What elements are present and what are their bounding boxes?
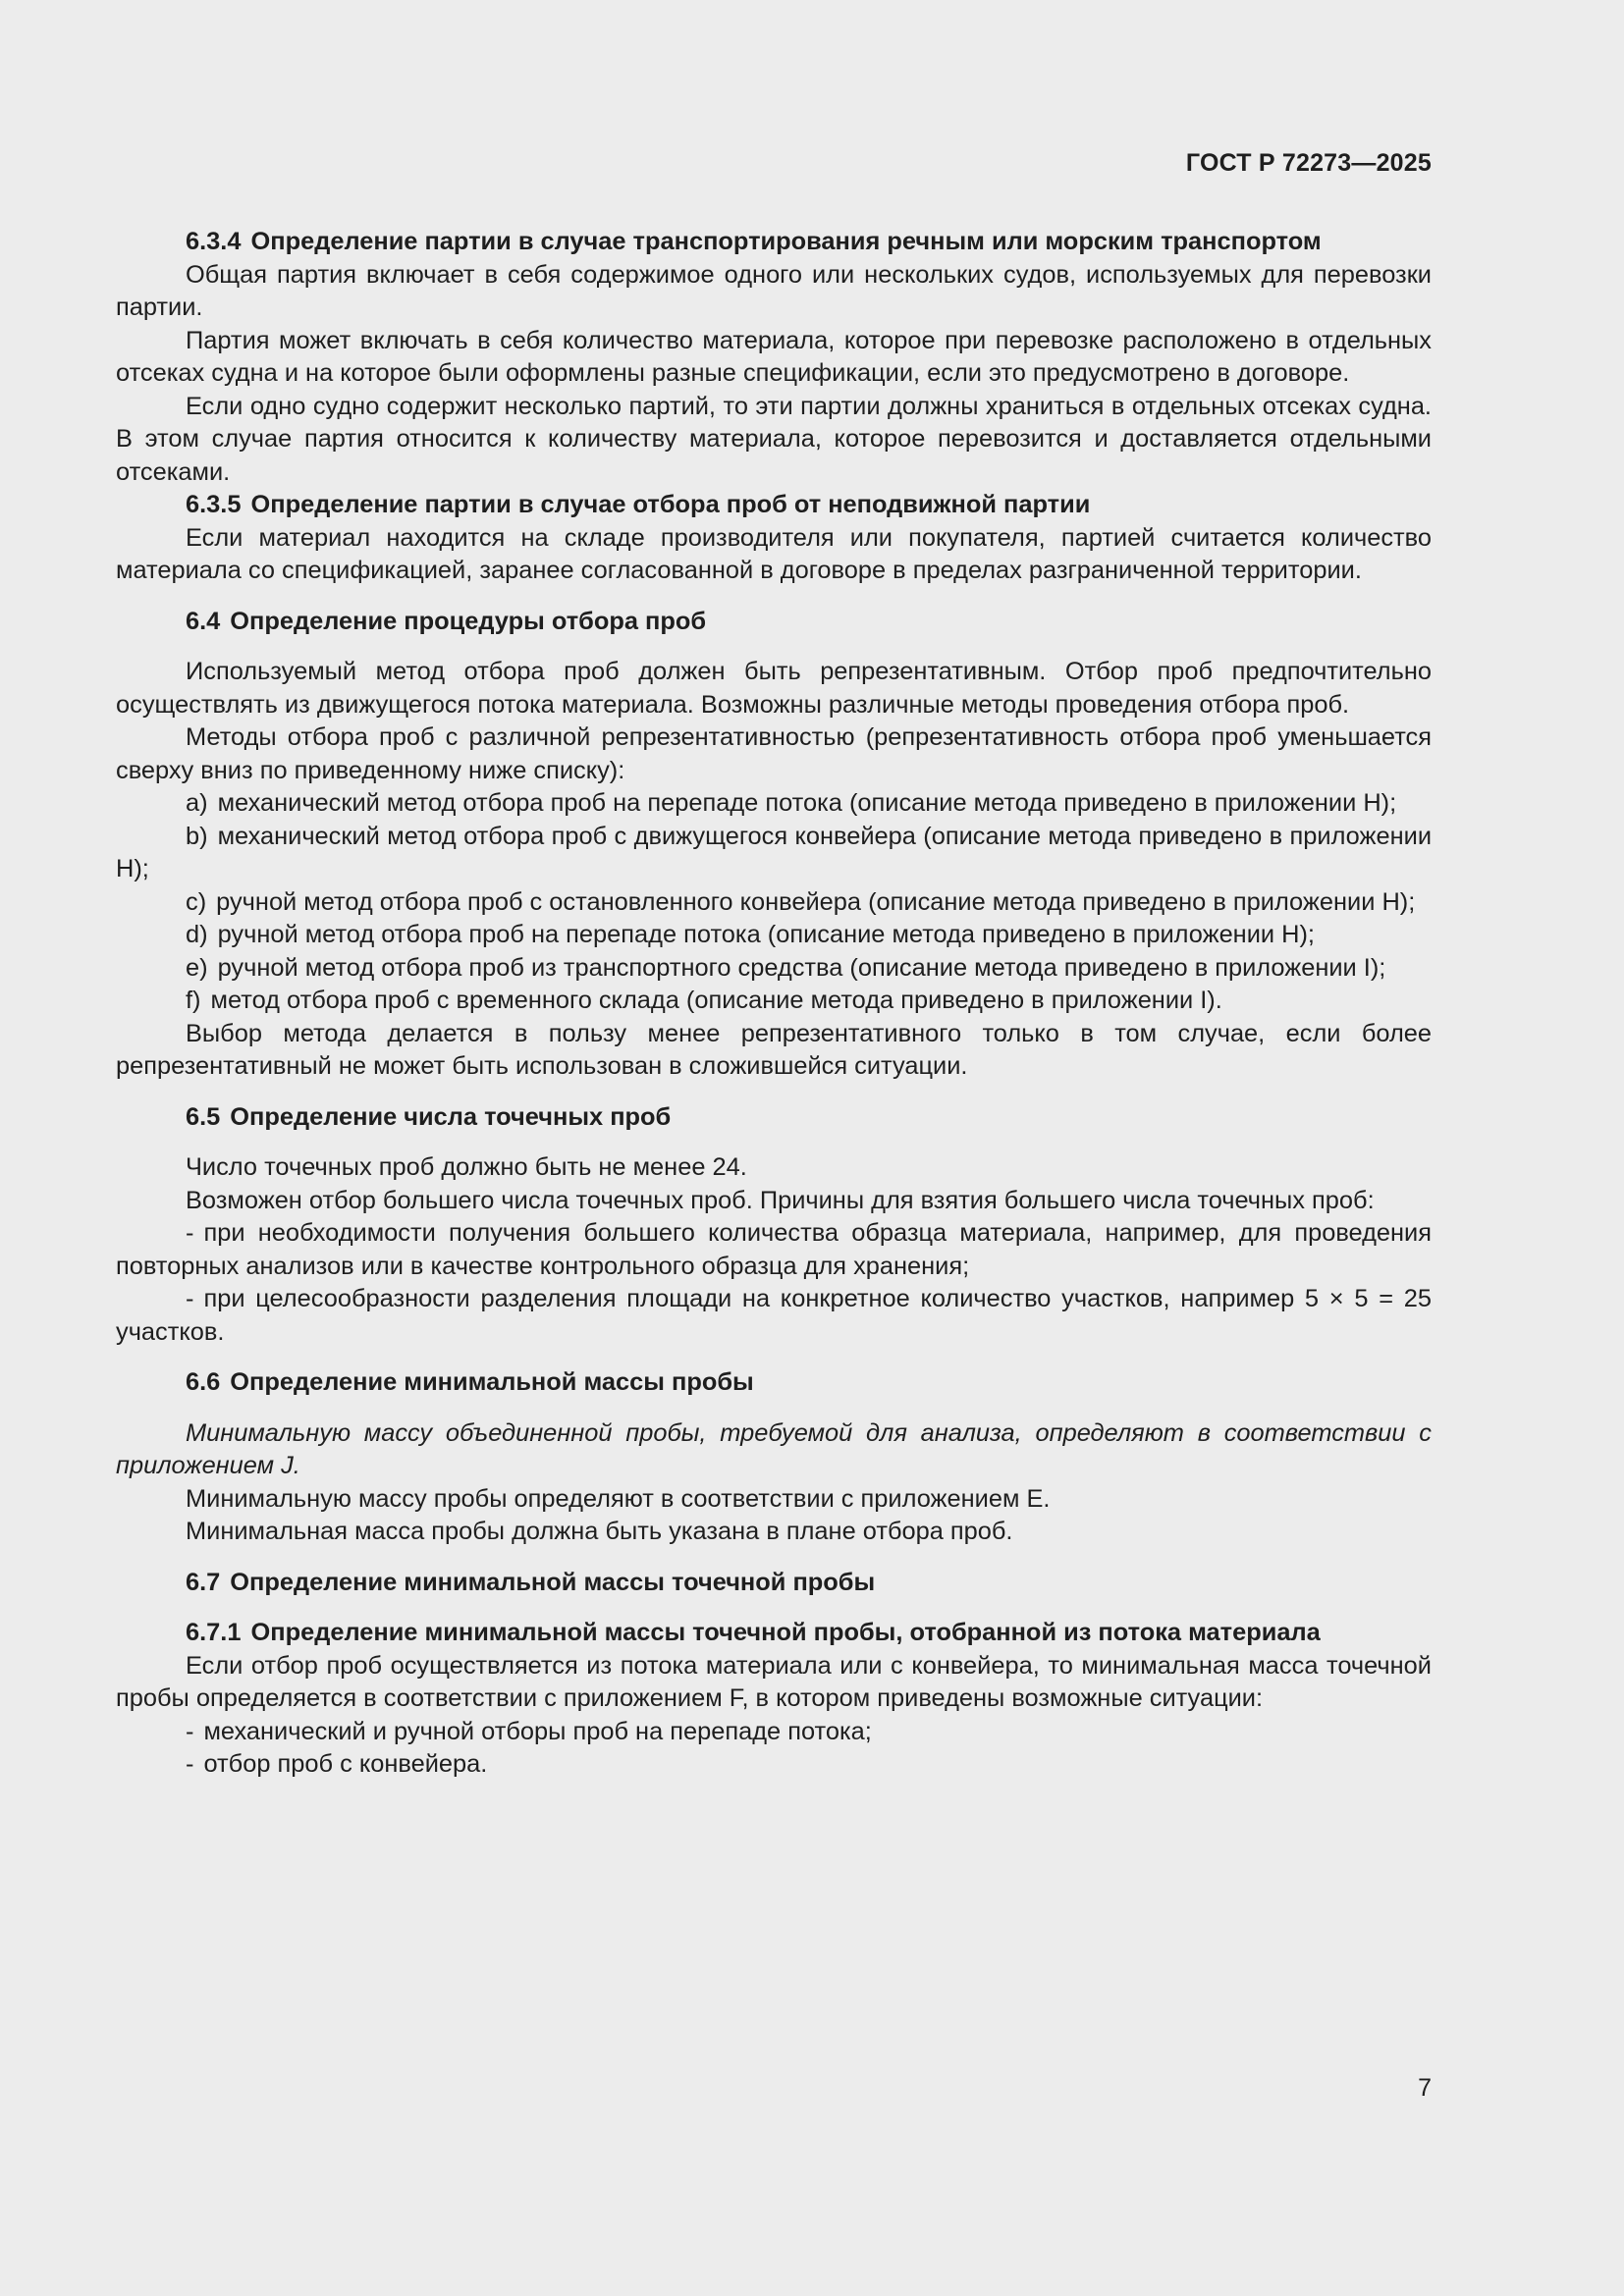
section-heading-6-5	[116, 1101, 1432, 1135]
list-item-text: механический и ручной отборы проб на перепаде потока;	[203, 1717, 872, 1745]
paragraph-italic: Минимальную массу объединенной пробы, требуемой для анализа, определяют в соответствии с приложением J.	[116, 1418, 1432, 1479]
section-heading-6-7	[116, 1567, 1432, 1600]
paragraph: Используемый метод отбора проб должен быть репрезентативным. Отбор проб предпочтительно осуществлять из движущегося потока материала. Возможны различные методы проведения отбора проб.	[116, 658, 1432, 719]
section-number: 6.5	[186, 1102, 221, 1131]
section-number: 6.3.5	[186, 491, 242, 518]
list-item	[116, 886, 1432, 920]
list-item-text: при целесообразности разделения площади на конкретное количество участков, например 5 × 5 = 25 участков.	[116, 1285, 1432, 1346]
list-item	[116, 821, 1432, 886]
list-item	[116, 919, 1432, 952]
section-title: Определение партии в случае транспортирования речным или морским транспортом	[250, 228, 1322, 255]
list-marker: a)	[186, 789, 208, 817]
paragraph: Если материал находится на складе производителя или покупателя, партией считается количество материала со спецификацией, заранее согласованной в договоре в пределах разграниченной территории.	[116, 523, 1432, 584]
paragraph: Если отбор проб осуществляется из потока материала или с конвейера, то минимальная масса точечной пробы определяется в соответствии с приложением F, в котором приведены возможные ситуации:	[116, 1651, 1432, 1712]
section-number: 6.6	[186, 1368, 221, 1396]
section-number: 6.7.1	[186, 1619, 242, 1646]
section-number: 6.4	[186, 607, 221, 635]
paragraph: Партия может включать в себя количество материала, которое при перевозке расположено в отдельных отсеках судна и на которое были оформлены разные спецификации, если это предусмотрено в договоре.	[116, 326, 1432, 387]
document-body	[116, 226, 1432, 1782]
list-marker: -	[186, 1717, 194, 1745]
section-heading-6-4	[116, 606, 1432, 639]
paragraph: Выбор метода делается в пользу менее репрезентативного только в том случае, если более репрезентативный не может быть использован в сложившейся ситуации.	[116, 1019, 1432, 1080]
list-item	[116, 1748, 1432, 1782]
section-title: Определение минимальной массы пробы	[230, 1368, 754, 1396]
paragraph: Если одно судно содержит несколько партий, то эти партии должны храниться в отдельных отсеках судна. В этом случае партия относится к количеству материала, которое перевозится и доставляется отдельными отсеками.	[116, 392, 1432, 486]
page-number: 7	[1418, 2074, 1432, 2102]
section-number: 6.3.4	[186, 228, 242, 255]
list-item-text: метод отбора проб с временного склада (описание метода приведено в приложении I).	[210, 987, 1222, 1014]
section-title: Определение процедуры отбора проб	[230, 607, 707, 635]
paragraph: Минимальная масса пробы должна быть указана в плане отбора проб.	[186, 1518, 1013, 1545]
list-item-text: при необходимости получения большего количества образца материала, например, для проведения повторных анализов или в качестве контрольного образца для хранения;	[116, 1219, 1432, 1280]
list-marker: b)	[186, 822, 208, 850]
list-marker: -	[186, 1285, 194, 1312]
list-item	[116, 1716, 1432, 1749]
list-item-text: отбор проб с конвейера.	[203, 1750, 488, 1778]
section-title: Определение минимальной массы точечной пробы, отобранной из потока материала	[250, 1619, 1321, 1646]
list-item	[116, 787, 1432, 821]
list-item	[116, 1217, 1432, 1283]
section-heading-6-3-5	[116, 489, 1432, 522]
section-heading-6-7-1	[116, 1617, 1432, 1650]
list-item	[116, 952, 1432, 986]
list-marker: -	[186, 1750, 194, 1778]
section-title: Определение минимальной массы точечной пробы	[230, 1568, 876, 1596]
paragraph: Методы отбора проб с различной репрезентативностью (репрезентативность отбора проб уменьшается сверху вниз по приведенному ниже списку):	[116, 723, 1432, 784]
section-heading-6-6	[116, 1366, 1432, 1400]
list-item-text: механический метод отбора проб с движущегося конвейера (описание метода приведено в приложении Н);	[116, 822, 1432, 882]
list-item	[116, 1283, 1432, 1349]
list-item-text: ручной метод отбора проб из транспортного средства (описание метода приведено в приложении I);	[217, 953, 1386, 982]
list-marker: f)	[186, 987, 201, 1014]
list-marker: c)	[186, 887, 207, 916]
section-number: 6.7	[186, 1568, 221, 1596]
section-title: Определение партии в случае отбора проб от неподвижной партии	[250, 491, 1091, 518]
document-page	[116, 0, 1432, 2296]
paragraph: Общая партия включает в себя содержимое одного или нескольких судов, используемых для перевозки партии.	[116, 260, 1432, 321]
paragraph: Возможен отбор большего числа точечных проб. Причины для взятия большего числа точечных проб:	[186, 1186, 1375, 1214]
list-marker: e)	[186, 953, 208, 982]
list-item-text: механический метод отбора проб на перепаде потока (описание метода приведено в приложении Н);	[217, 789, 1397, 817]
section-title: Определение числа точечных проб	[230, 1102, 672, 1131]
list-item-text: ручной метод отбора проб на перепаде потока (описание метода приведено в приложении Н);	[217, 921, 1315, 948]
paragraph: Число точечных проб должно быть не менее 24.	[186, 1153, 747, 1181]
list-marker: d)	[186, 921, 208, 948]
paragraph: Минимальную массу пробы определяют в соответствии с приложением Е.	[186, 1484, 1051, 1513]
document-header: ГОСТ Р 72273—2025	[1185, 149, 1432, 177]
list-item	[116, 985, 1432, 1018]
list-marker: -	[186, 1219, 194, 1247]
list-item-text: ручной метод отбора проб с остановленного конвейера (описание метода приведено в приложении Н);	[216, 887, 1416, 916]
section-heading-6-3-4	[116, 226, 1432, 259]
